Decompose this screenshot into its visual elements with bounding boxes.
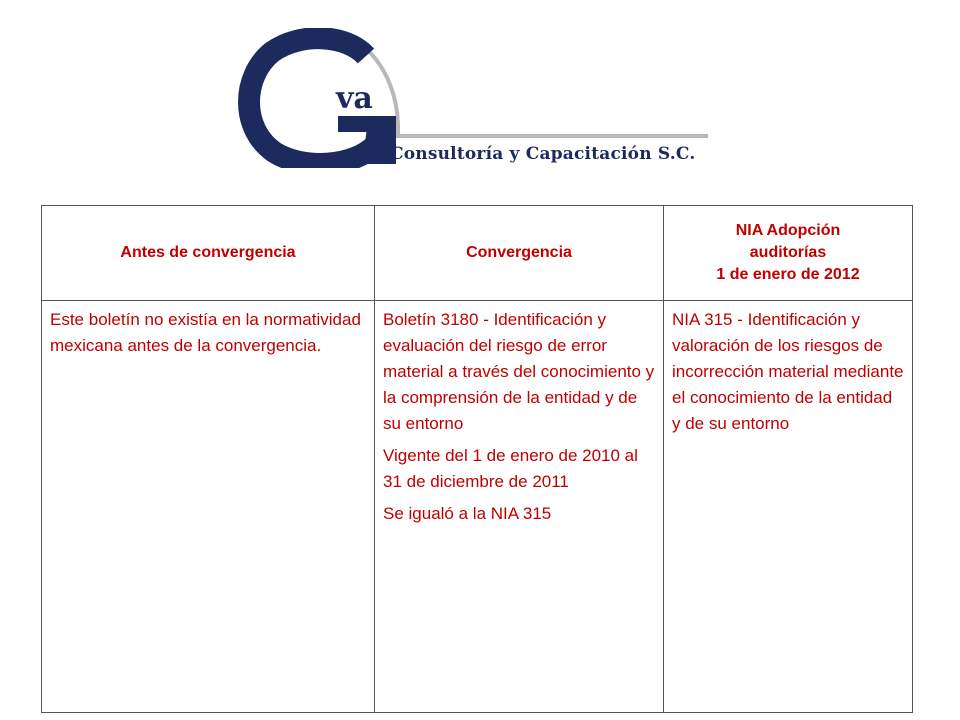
header-nia-line2: auditorías [749,244,827,261]
cell-nia-adoption [664,301,913,713]
cell-text: NIA 315 - Identificación y valoración de los riesgos de incorrección material mediante el conocimiento de la entidad y de su entorno [672,310,904,433]
company-logo [238,28,718,168]
cell-paragraph-bulletin: Boletín 3180 - Identificación y evaluación del riesgo de error material a través del conocimiento y la comprensión de la entidad y de su entorno [383,310,655,433]
header-nia-adoption [664,206,913,301]
cell-paragraph-equalized: Se igualó a la NIA 315 [383,504,552,523]
header-nia-line1: NIA Adopción [735,222,841,239]
cell-paragraph-validity: Vigente del 1 de enero de 2010 al 31 de diciembre de 2011 [383,446,638,491]
header-nia-line3: 1 de enero de 2012 [716,266,860,283]
cell-convergence [375,301,664,713]
cell-text: Este boletín no existía en la normatividad mexicana antes de la convergencia. [50,310,361,355]
cell-before-convergence [42,301,375,713]
header-convergence: Convergencia [375,206,664,301]
logo-tagline: Consultoría y Capacitación S.C. [390,144,696,164]
table-row [42,301,913,713]
table-header-row [42,206,913,301]
comparison-table [41,205,913,713]
logo-letters: va [336,81,373,116]
header-before-convergence: Antes de convergencia [42,206,375,301]
